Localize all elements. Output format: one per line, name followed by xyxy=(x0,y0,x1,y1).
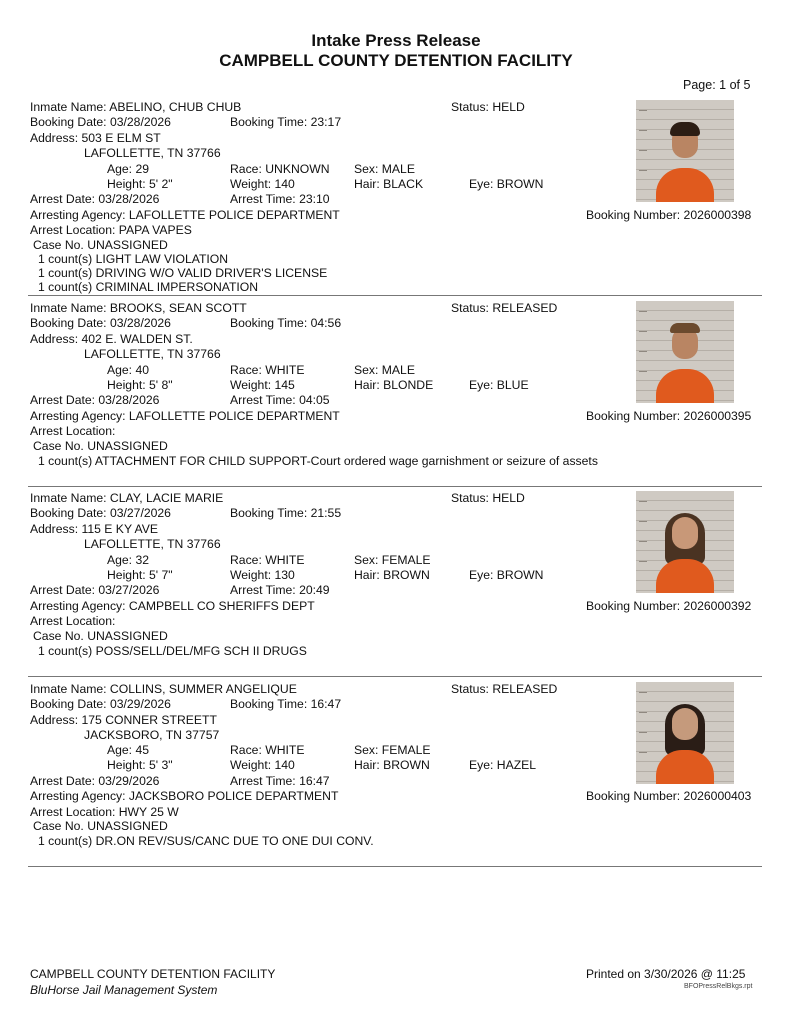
arrest-date: Arrest Date: 03/28/2026 xyxy=(30,192,160,206)
charge-line: 1 count(s) DR.ON REV/SUS/CANC DUE TO ONE DUI CONV. xyxy=(38,834,374,848)
inmate-name: Inmate Name: BROOKS, SEAN SCOTT xyxy=(30,301,247,315)
eye-color: Eye: BROWN xyxy=(469,568,544,582)
address-line: Address: 503 E ELM ST xyxy=(30,131,161,145)
report-filename: BFOPressRelBkgs.rpt xyxy=(684,983,753,990)
inmate-status: Status: RELEASED xyxy=(451,301,558,315)
inmate-status: Status: HELD xyxy=(451,100,525,114)
age: Age: 40 xyxy=(107,363,150,377)
height: Height: 5' 3" xyxy=(107,758,173,772)
arrest-time: Arrest Time: 23:10 xyxy=(230,192,330,206)
case-number: Case No. UNASSIGNED xyxy=(33,439,168,453)
record-divider xyxy=(28,486,762,487)
charge-line: 1 count(s) DRIVING W/O VALID DRIVER'S LICENSE xyxy=(38,266,328,280)
height: Height: 5' 7" xyxy=(107,568,173,582)
race: Race: WHITE xyxy=(230,553,305,567)
height: Height: 5' 2" xyxy=(107,177,173,191)
hair-color: Hair: BLONDE xyxy=(354,378,434,392)
address-line: Address: 175 CONNER STREETT xyxy=(30,713,217,727)
booking-number: Booking Number: 2026000403 xyxy=(586,789,752,803)
height: Height: 5' 8" xyxy=(107,378,173,392)
arresting-agency: Arresting Agency: CAMPBELL CO SHERIFFS DEPT xyxy=(30,599,315,613)
booking-date: Booking Date: 03/29/2026 xyxy=(30,697,171,711)
race: Race: WHITE xyxy=(230,363,305,377)
inmate-name: Inmate Name: CLAY, LACIE MARIE xyxy=(30,491,224,505)
record-divider xyxy=(28,866,762,867)
charge-line: 1 count(s) POSS/SELL/DEL/MFG SCH II DRUGS xyxy=(38,644,307,658)
race: Race: WHITE xyxy=(230,743,305,757)
arrest-location: Arrest Location: PAPA VAPES xyxy=(30,223,192,237)
mugshot-photo xyxy=(636,301,734,403)
address-city: LAFOLLETTE, TN 37766 xyxy=(84,146,221,160)
case-number: Case No. UNASSIGNED xyxy=(33,629,168,643)
address-line: Address: 115 E KY AVE xyxy=(30,522,159,536)
booking-number: Booking Number: 2026000398 xyxy=(586,208,752,222)
arrest-location: Arrest Location: xyxy=(30,614,116,628)
weight: Weight: 140 xyxy=(230,177,295,191)
race: Race: UNKNOWN xyxy=(230,162,330,176)
sex: Sex: FEMALE xyxy=(354,743,431,757)
arrest-date: Arrest Date: 03/27/2026 xyxy=(30,583,160,597)
charge-line: 1 count(s) LIGHT LAW VIOLATION xyxy=(38,252,229,266)
age: Age: 45 xyxy=(107,743,150,757)
arrest-time: Arrest Time: 20:49 xyxy=(230,583,330,597)
eye-color: Eye: BLUE xyxy=(469,378,529,392)
arrest-date: Arrest Date: 03/28/2026 xyxy=(30,393,160,407)
mugshot-photo xyxy=(636,100,734,202)
booking-number: Booking Number: 2026000392 xyxy=(586,599,752,613)
eye-color: Eye: HAZEL xyxy=(469,758,537,772)
record-divider xyxy=(28,295,762,296)
charge-line: 1 count(s) ATTACHMENT FOR CHILD SUPPORT-Court ordered wage garnishment or seizure of assets xyxy=(38,454,598,468)
booking-date: Booking Date: 03/27/2026 xyxy=(30,506,171,520)
booking-date: Booking Date: 03/28/2026 xyxy=(30,316,171,330)
sex: Sex: MALE xyxy=(354,363,415,377)
booking-number: Booking Number: 2026000395 xyxy=(586,409,752,423)
hair-color: Hair: BLACK xyxy=(354,177,424,191)
address-city: LAFOLLETTE, TN 37766 xyxy=(84,537,221,551)
booking-time: Booking Time: 04:56 xyxy=(230,316,342,330)
weight: Weight: 140 xyxy=(230,758,295,772)
inmate-name: Inmate Name: COLLINS, SUMMER ANGELIQUE xyxy=(30,682,297,696)
case-number: Case No. UNASSIGNED xyxy=(33,819,168,833)
booking-date: Booking Date: 03/28/2026 xyxy=(30,115,171,129)
sex: Sex: FEMALE xyxy=(354,553,431,567)
mugshot-photo xyxy=(636,491,734,593)
page-number: Page: 1 of 5 xyxy=(683,78,751,92)
mugshot-photo xyxy=(636,682,734,784)
footer-facility: CAMPBELL COUNTY DETENTION FACILITY xyxy=(30,967,276,981)
arrest-time: Arrest Time: 04:05 xyxy=(230,393,330,407)
sex: Sex: MALE xyxy=(354,162,415,176)
address-line: Address: 402 E. WALDEN ST. xyxy=(30,332,193,346)
arrest-time: Arrest Time: 16:47 xyxy=(230,774,330,788)
weight: Weight: 145 xyxy=(230,378,295,392)
address-city: JACKSBORO, TN 37757 xyxy=(84,728,220,742)
arrest-location: Arrest Location: HWY 25 W xyxy=(30,805,179,819)
booking-time: Booking Time: 16:47 xyxy=(230,697,342,711)
record-divider xyxy=(28,676,762,677)
facility-title: CAMPBELL COUNTY DETENTION FACILITY xyxy=(219,51,573,70)
case-number: Case No. UNASSIGNED xyxy=(33,238,168,252)
address-city: LAFOLLETTE, TN 37766 xyxy=(84,347,221,361)
charge-line: 1 count(s) CRIMINAL IMPERSONATION xyxy=(38,280,259,294)
hair-color: Hair: BROWN xyxy=(354,568,430,582)
booking-time: Booking Time: 23:17 xyxy=(230,115,342,129)
age: Age: 29 xyxy=(107,162,150,176)
footer-system: BluHorse Jail Management System xyxy=(30,983,218,997)
inmate-status: Status: RELEASED xyxy=(451,682,558,696)
printed-timestamp: Printed on 3/30/2026 @ 11:25 xyxy=(586,967,746,981)
eye-color: Eye: BROWN xyxy=(469,177,544,191)
arresting-agency: Arresting Agency: JACKSBORO POLICE DEPARTMENT xyxy=(30,789,339,803)
arresting-agency: Arresting Agency: LAFOLLETTE POLICE DEPARTMENT xyxy=(30,409,340,423)
inmate-name: Inmate Name: ABELINO, CHUB CHUB xyxy=(30,100,242,114)
arrest-location: Arrest Location: xyxy=(30,424,116,438)
booking-time: Booking Time: 21:55 xyxy=(230,506,342,520)
inmate-status: Status: HELD xyxy=(451,491,525,505)
age: Age: 32 xyxy=(107,553,150,567)
weight: Weight: 130 xyxy=(230,568,295,582)
arresting-agency: Arresting Agency: LAFOLLETTE POLICE DEPARTMENT xyxy=(30,208,340,222)
arrest-date: Arrest Date: 03/29/2026 xyxy=(30,774,160,788)
document-title: Intake Press Release xyxy=(311,31,481,50)
hair-color: Hair: BROWN xyxy=(354,758,430,772)
